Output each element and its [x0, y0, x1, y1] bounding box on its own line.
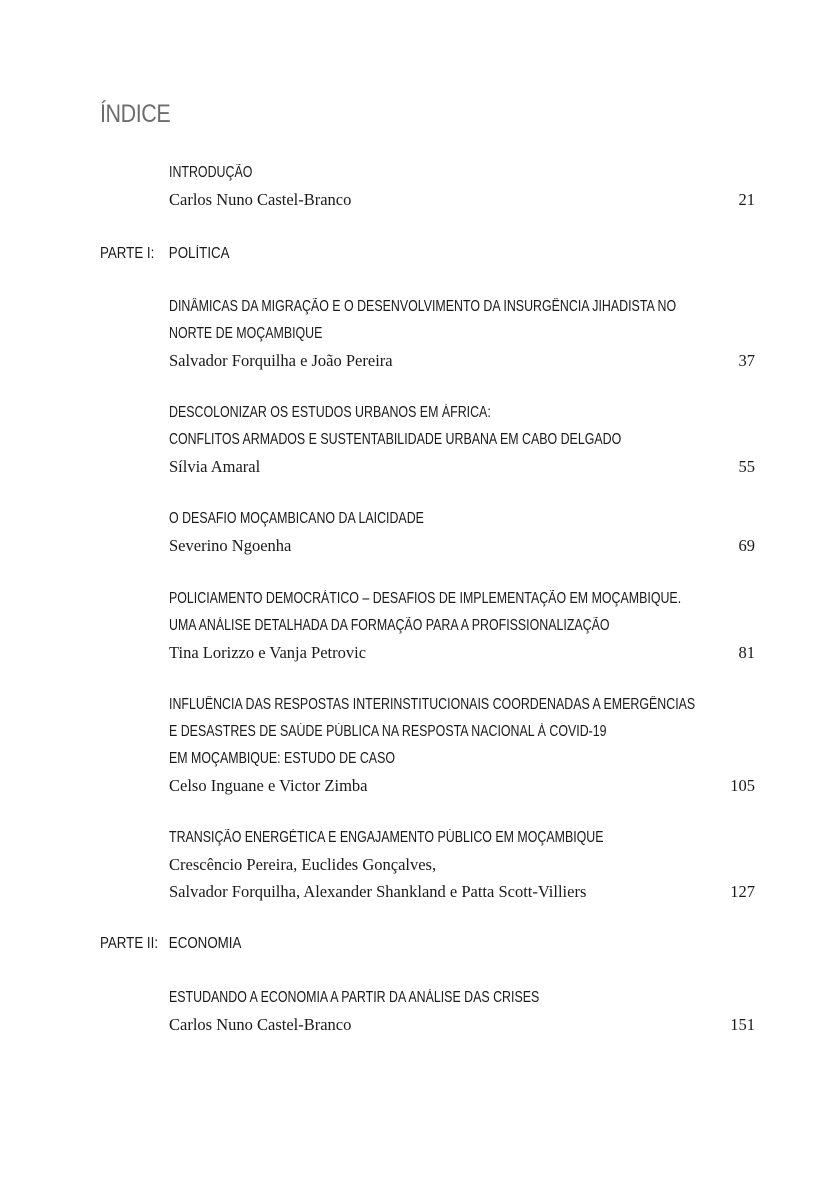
- entry-page-number: 21: [738, 190, 755, 209]
- toc-entry[interactable]: [169, 404, 755, 485]
- part-name: POLÍTICA: [168, 245, 230, 262]
- entry-author: Sílvia Amaral: [169, 457, 261, 476]
- entry-title: O DESAFIO MOÇAMBICANO DA LAICIDADE: [169, 510, 424, 527]
- entry-author-row: [169, 644, 755, 671]
- entry-page-number: 69: [738, 536, 755, 555]
- entry-page-number: 37: [738, 351, 755, 370]
- entry-title: ESTUDANDO A ECONOMIA A PARTIR DA ANÁLISE DAS CRISES: [169, 989, 540, 1006]
- entry-title: DINÂMICAS DA MIGRAÇÃO E O DESENVOLVIMENTO DA INSURGÊNCIA JIHADISTA NO: [169, 298, 677, 315]
- entry-title: TRANSIÇÃO ENERGÉTICA E ENGAJAMENTO PÚBLICO EM MOÇAMBIQUE: [169, 829, 604, 846]
- entry-title: E DESASTRES DE SAÚDE PÚBLICA NA RESPOSTA NACIONAL À COVID-19: [169, 723, 607, 740]
- entry-author: Crescêncio Pereira, Euclides Gonçalves,: [169, 855, 437, 874]
- entry-title: CONFLITOS ARMADOS E SUSTENTABILIDADE URBANA EM CABO DELGADO: [169, 431, 622, 448]
- entry-author: Tina Lorizzo e Vanja Petrovic: [169, 643, 367, 662]
- page-title: ÍNDICE: [100, 100, 171, 128]
- entry-title: DESCOLONIZAR OS ESTUDOS URBANOS EM ÁFRICA:: [169, 404, 491, 421]
- entry-author: Celso Inguane e Victor Zimba: [169, 776, 368, 795]
- entry-page-number: 151: [730, 1015, 755, 1034]
- entry-author-row: [169, 537, 755, 564]
- entry-title: INTRODUÇÃO: [169, 164, 253, 181]
- entry-author-row: [169, 777, 755, 804]
- entry-title: NORTE DE MOÇAMBIQUE: [169, 325, 323, 342]
- toc-entry[interactable]: [169, 298, 755, 379]
- toc-entry[interactable]: [169, 510, 755, 564]
- part-heading-economia: [100, 936, 241, 952]
- toc-entry[interactable]: [169, 696, 755, 804]
- entry-author-row: [169, 883, 755, 910]
- entry-author-row: [169, 458, 755, 485]
- part-label: PARTE II:: [100, 935, 159, 952]
- entry-page-number: 127: [730, 882, 755, 901]
- entry-author-row: [169, 1016, 755, 1043]
- part-label: PARTE I:: [100, 245, 155, 262]
- toc-entry-introduction[interactable]: [169, 164, 755, 218]
- entry-title: EM MOÇAMBIQUE: ESTUDO DE CASO: [169, 750, 395, 767]
- entry-page-number: 81: [738, 643, 755, 662]
- entry-title: UMA ANÁLISE DETALHADA DA FORMAÇÃO PARA A PROFISSIONALIZAÇÃO: [169, 617, 610, 634]
- toc-entry[interactable]: [169, 590, 755, 671]
- entry-author: Salvador Forquilha, Alexander Shankland e Patta Scott-Villiers: [169, 882, 587, 901]
- entry-author: Severino Ngoenha: [169, 536, 292, 555]
- part-name: ECONOMIA: [168, 935, 242, 952]
- entry-author: Carlos Nuno Castel-Branco: [169, 1015, 352, 1034]
- entry-title: POLICIAMENTO DEMOCRÁTICO – DESAFIOS DE IMPLEMENTAÇÃO EM MOÇAMBIQUE.: [169, 590, 682, 607]
- part-heading-politica: [100, 246, 230, 262]
- entry-page-number: 105: [730, 776, 755, 795]
- toc-entry[interactable]: [169, 829, 755, 910]
- entry-author: Carlos Nuno Castel-Branco: [169, 190, 352, 209]
- entry-title: INFLUÊNCIA DAS RESPOSTAS INTERINSTITUCIONAIS COORDENADAS A EMERGÊNCIAS: [169, 696, 696, 713]
- toc-entry[interactable]: [169, 989, 755, 1043]
- entry-author-row: [169, 191, 755, 218]
- entry-page-number: 55: [738, 457, 755, 476]
- entry-author-row: [169, 352, 755, 379]
- entry-author: Salvador Forquilha e João Pereira: [169, 351, 393, 370]
